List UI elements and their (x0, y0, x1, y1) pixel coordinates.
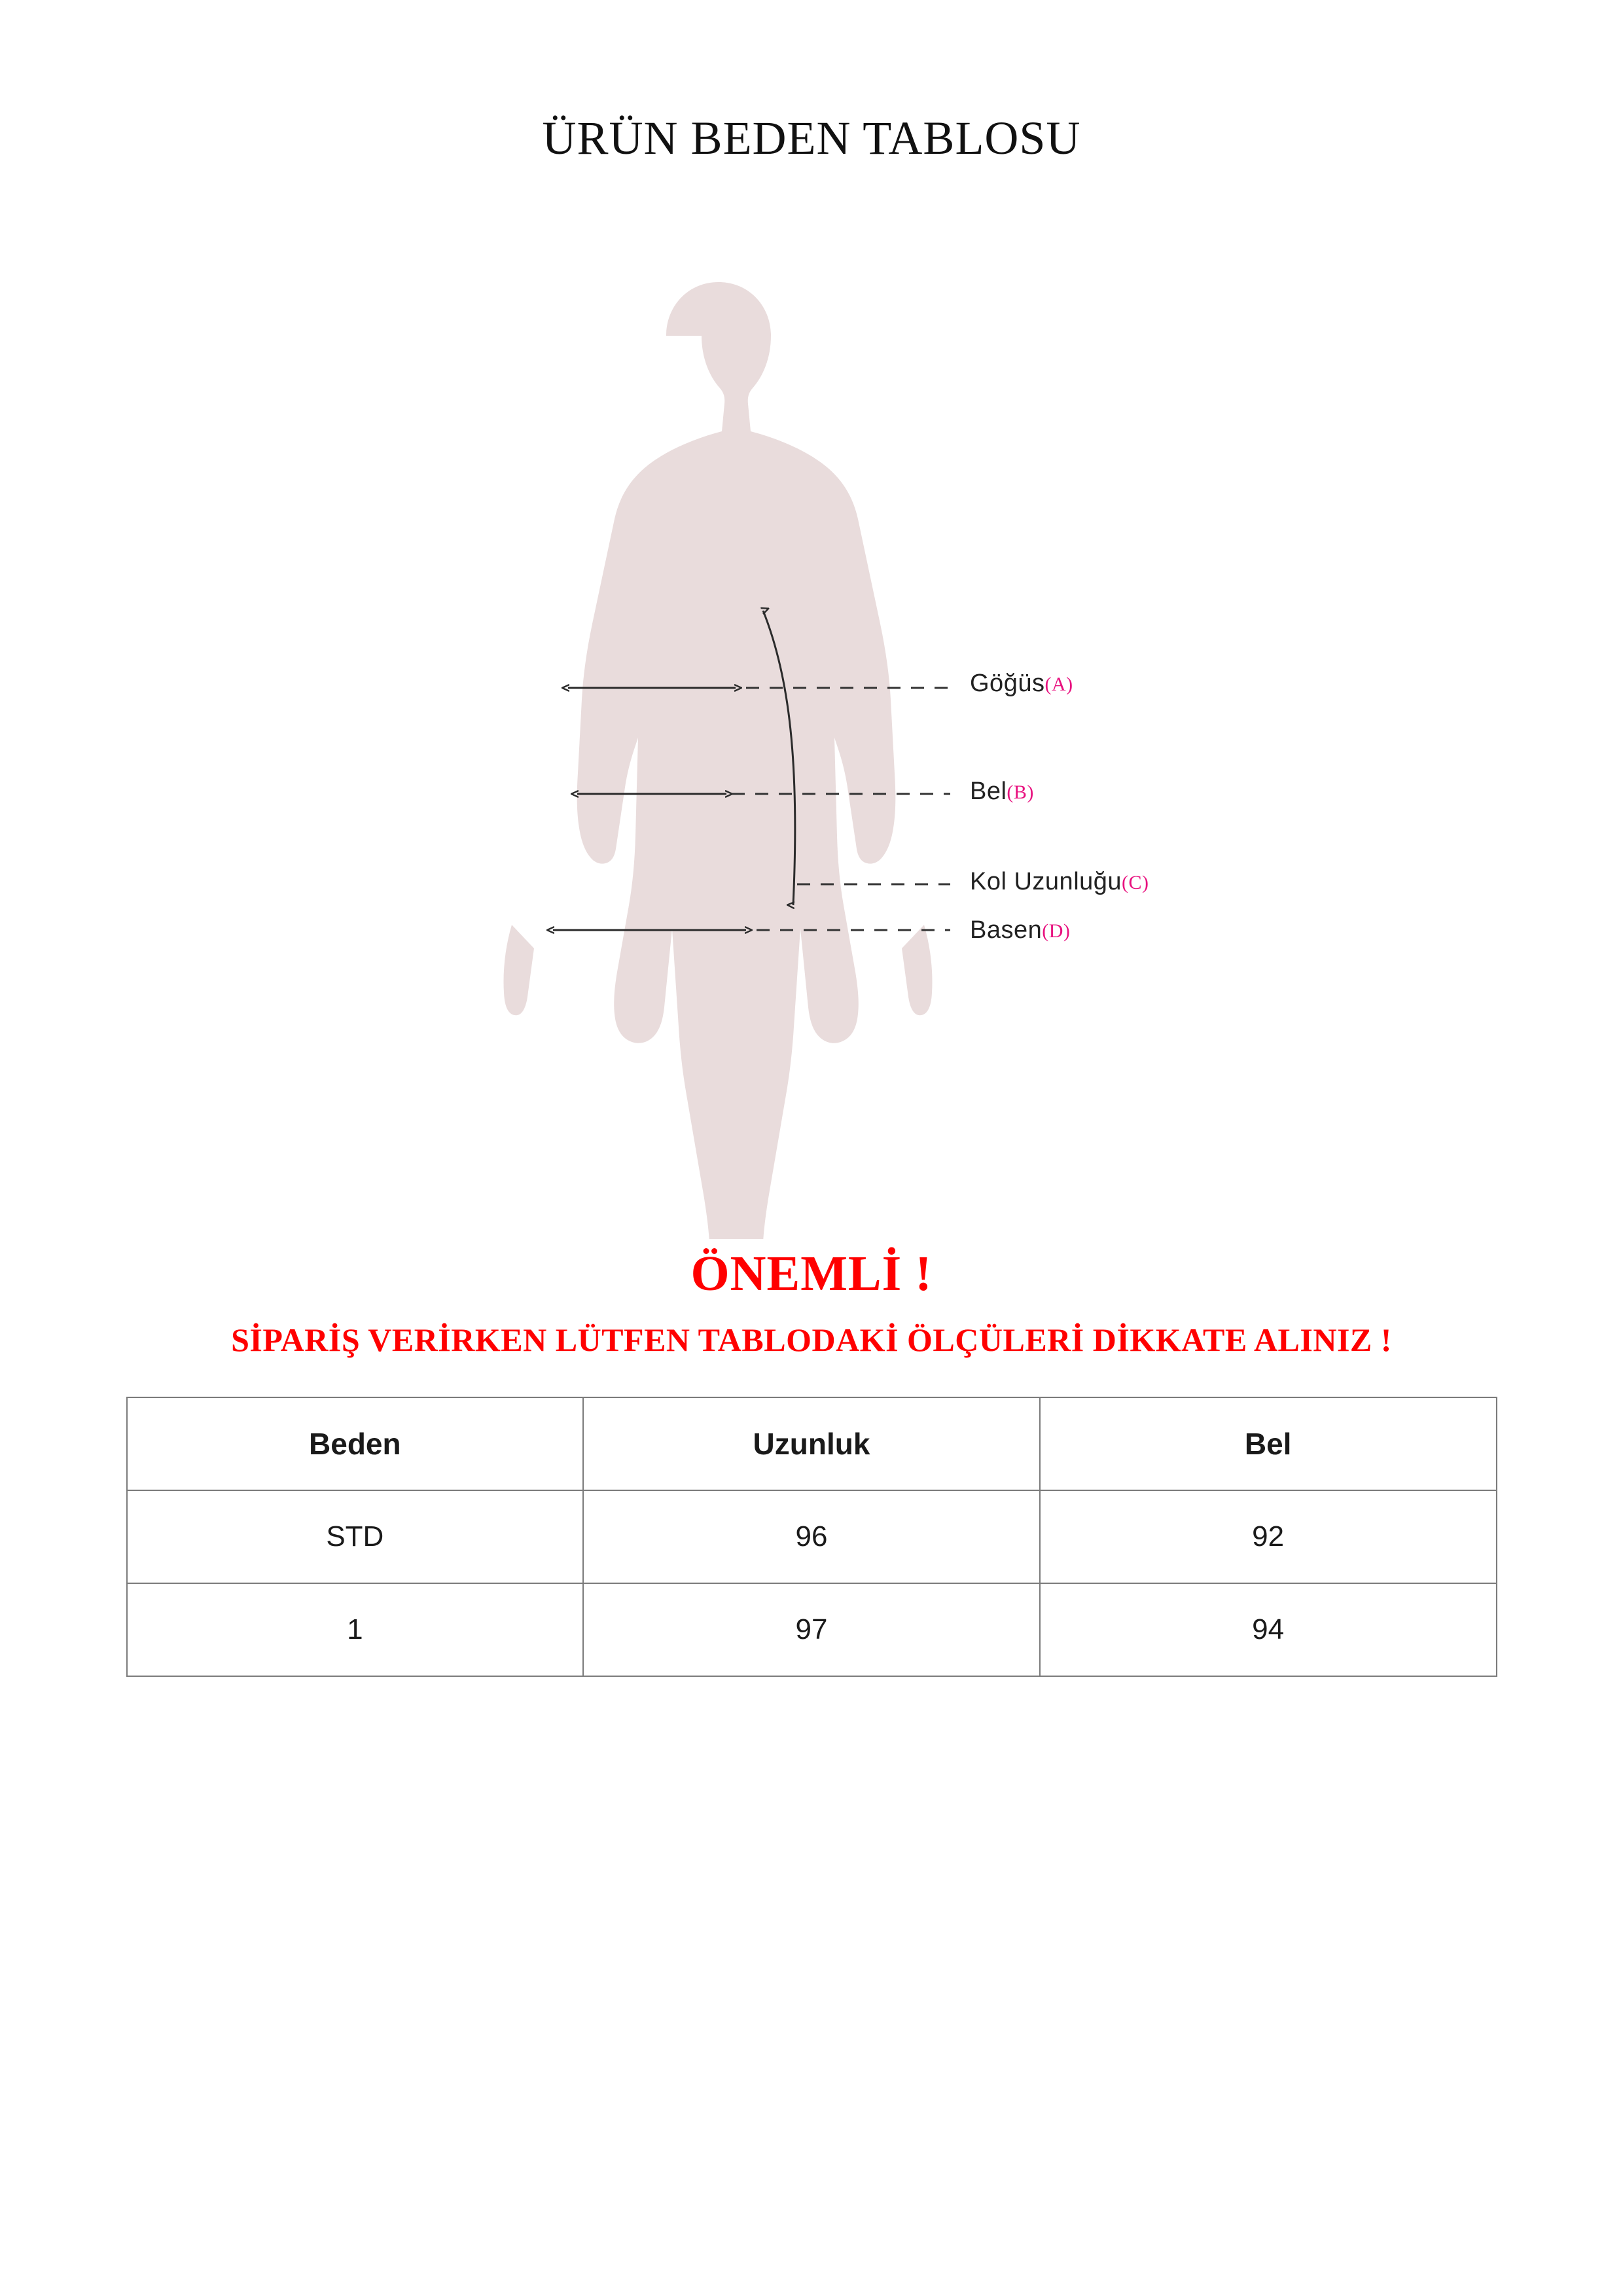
size-table (126, 1397, 1497, 1677)
page-title: ÜRÜN BEDEN TABLOSU (542, 112, 1081, 164)
label-kol-code: (C) (1122, 872, 1149, 893)
column-header-beden: Beden (127, 1397, 584, 1490)
cell-beden: 1 (127, 1583, 584, 1676)
table-row (127, 1490, 1497, 1583)
label-gogus (970, 670, 1073, 698)
female-silhouette-icon (504, 282, 933, 1239)
label-kol-text: Kol Uzunluğu (970, 868, 1122, 895)
column-header-bel: Bel (1040, 1397, 1497, 1490)
label-bel-text: Bel (970, 778, 1007, 805)
body-figure-area (0, 192, 1623, 1239)
label-gogus-code: (A) (1044, 673, 1073, 695)
cell-bel: 94 (1040, 1583, 1497, 1676)
label-kol-uzunlugu (970, 868, 1149, 896)
size-table-wrapper (126, 1397, 1497, 1677)
cell-beden: STD (127, 1490, 584, 1583)
label-bel (970, 778, 1034, 806)
label-basen-code: (D) (1042, 920, 1071, 942)
important-headline: ÖNEMLİ ! (690, 1246, 933, 1301)
label-basen-text: Basen (970, 916, 1043, 944)
important-subline: SİPARİŞ VERİRKEN LÜTFEN TABLODAKİ ÖLÇÜLERİ DİKKATE ALINIZ ! (231, 1321, 1392, 1358)
body-measurement-diagram (0, 192, 1623, 1239)
label-bel-code: (B) (1007, 781, 1034, 803)
table-row (127, 1583, 1497, 1676)
label-gogus-text: Göğüs (970, 670, 1045, 697)
cell-bel: 92 (1040, 1490, 1497, 1583)
table-header-row (127, 1397, 1497, 1490)
cell-uzunluk: 97 (583, 1583, 1040, 1676)
column-header-uzunluk: Uzunluk (583, 1397, 1040, 1490)
label-basen (970, 916, 1070, 944)
cell-uzunluk: 96 (583, 1490, 1040, 1583)
